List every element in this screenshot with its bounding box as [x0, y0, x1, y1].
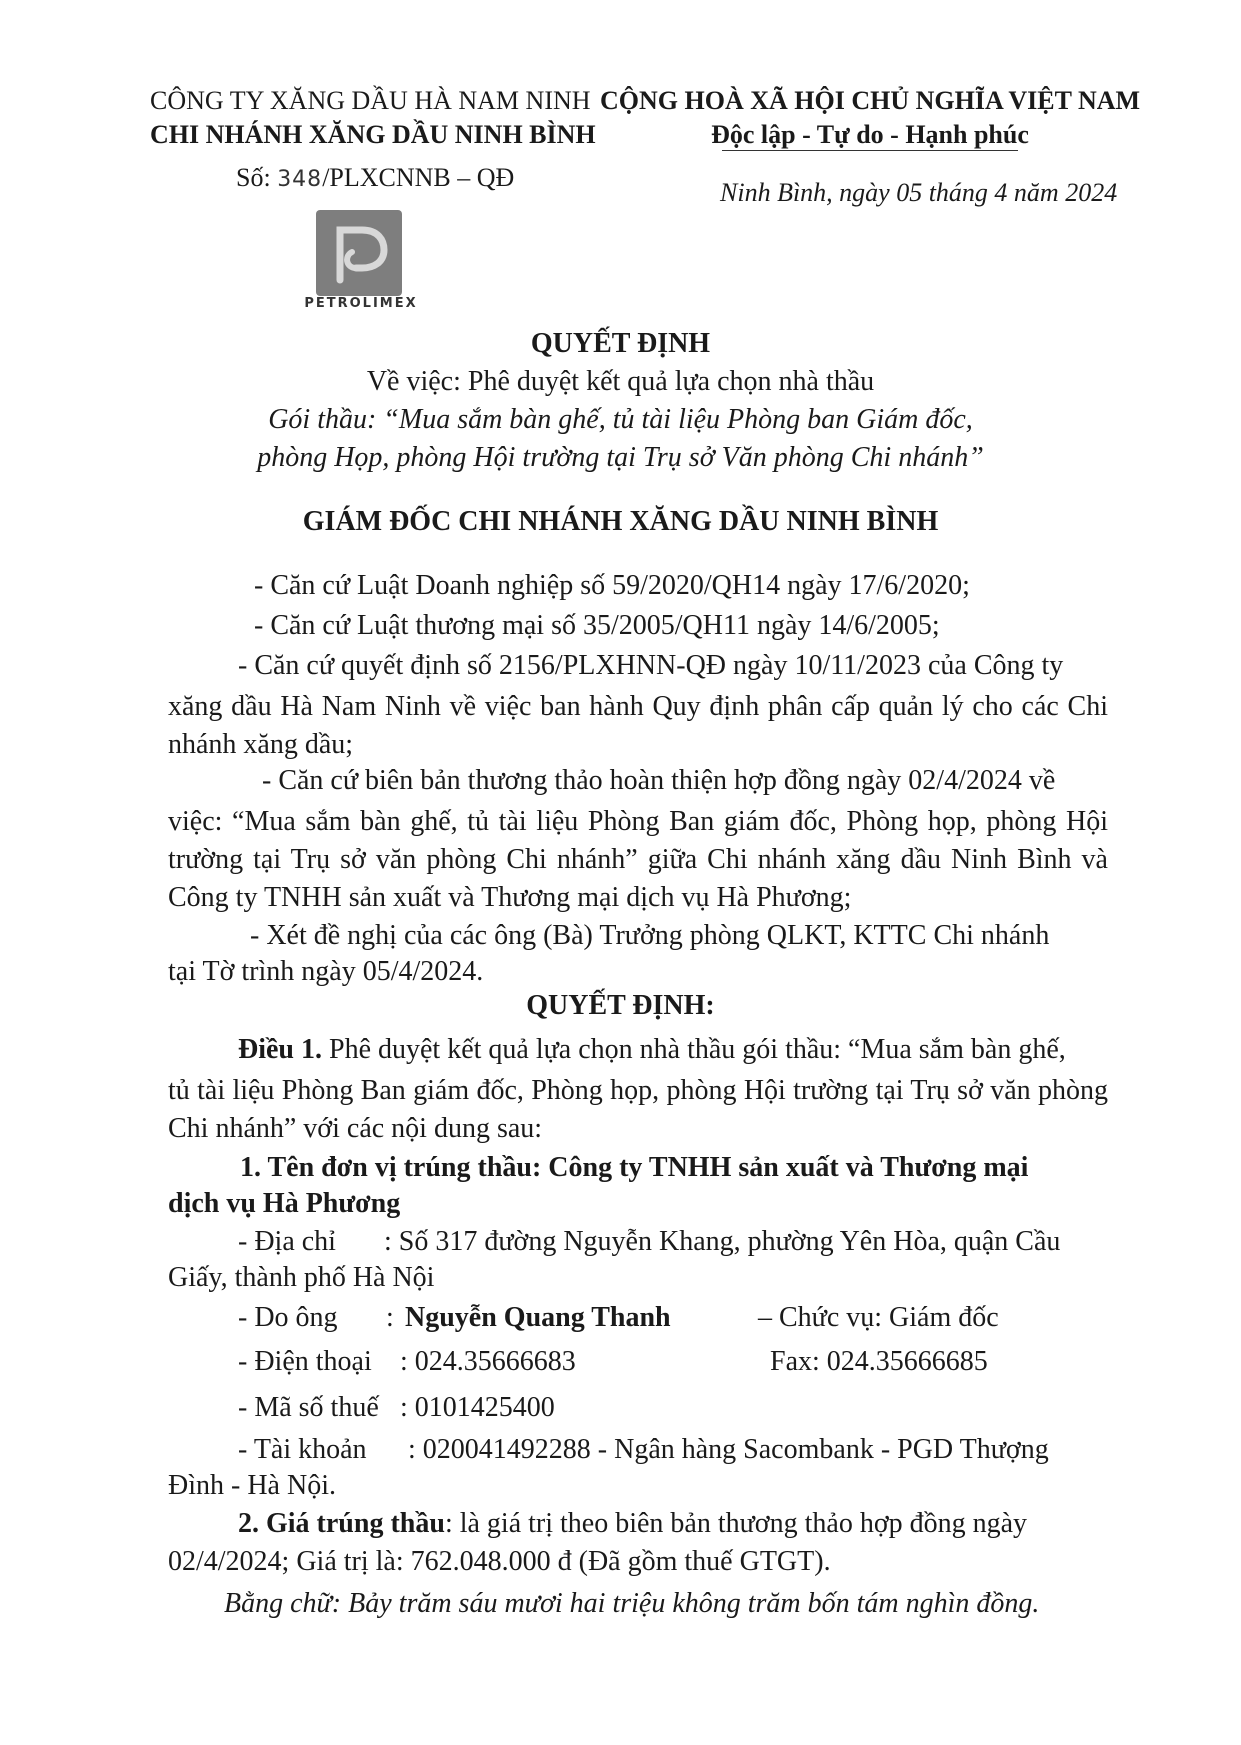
article-1-rest: tủ tài liệu Phòng Ban giám đốc, Phòng họp, phòng Hội trường tại Trụ sở văn phòng Chi nhánh” với các nội dung sau: [168, 1075, 1108, 1144]
authority-heading: GIÁM ĐỐC CHI NHÁNH XĂNG DẦU NINH BÌNH [302, 506, 939, 537]
phone-label: - Điện thoại [238, 1346, 372, 1377]
national-motto: Độc lập - Tự do - Hạnh phúc [711, 120, 1029, 149]
article-1-label: Điều 1. [238, 1034, 322, 1065]
decision-heading: QUYẾT ĐỊNH: [526, 990, 715, 1021]
article-1-line-1 [238, 1034, 1066, 1066]
document-number [236, 163, 514, 193]
tax-code-label: - Mã số thuế [238, 1392, 379, 1423]
decision-subject: Về việc: Phê duyệt kết quả lựa chọn nhà thầu [366, 366, 875, 397]
price-text: : là giá trị theo biên bản thương thảo hợp đồng ngày [444, 1508, 1028, 1539]
basis-3-line-1: - Căn cứ quyết định số 2156/PLXHNN-QĐ ngày 10/11/2023 của Công ty [238, 650, 1064, 681]
representative-label: - Do ông [238, 1302, 338, 1333]
basis-5-rest: tại Tờ trình ngày 05/4/2024. [168, 956, 484, 987]
logo-text: PETROLIMEX [304, 296, 418, 311]
account-label: - Tài khoản [238, 1434, 367, 1465]
representative-name: Nguyễn Quang Thanh [405, 1302, 671, 1333]
address-line-2: Giấy, thành phố Hà Nội [168, 1262, 435, 1293]
branch-name: CHI NHÁNH XĂNG DẦU NINH BÌNH [150, 120, 596, 149]
document-date: Ninh Bình, ngày 05 tháng 4 năm 2024 [720, 178, 1118, 207]
tax-code-value: : 0101425400 [400, 1392, 555, 1423]
account-line-1: : 020041492288 - Ngân hàng Sacombank - PGD Thượng [408, 1434, 1049, 1465]
basis-2: - Căn cứ Luật thương mại số 35/2005/QH11 ngày 14/6/2005; [254, 610, 940, 641]
basis-3-rest: xăng dầu Hà Nam Ninh về việc ban hành Quy định phân cấp quản lý cho các Chi nhánh xăng dầu; [168, 691, 1108, 760]
winner-heading-line-2: dịch vụ Hà Phương [168, 1188, 401, 1219]
package-line-1: Gói thầu: “Mua sắm bàn ghế, tủ tài liệu Phòng ban Giám đốc, [268, 404, 973, 435]
basis-5-line-1: - Xét đề nghị của các ông (Bà) Trưởng phòng QLKT, KTTC Chi nhánh [250, 920, 1050, 951]
decision-title: QUYẾT ĐỊNH [530, 328, 711, 359]
winner-heading-line-1: 1. Tên đơn vị trúng thầu: Công ty TNHH sản xuất và Thương mại [240, 1152, 1029, 1183]
price-in-words: Bằng chữ: Bảy trăm sáu mươi hai triệu không trăm bốn tám nghìn đồng. [224, 1588, 1040, 1619]
motto-underline [722, 150, 1018, 151]
basis-1: - Căn cứ Luật Doanh nghiệp số 59/2020/QH14 ngày 17/6/2020; [254, 570, 970, 601]
doc-no-handwritten: 348 [277, 167, 323, 192]
basis-4-line-1: - Căn cứ biên bản thương thảo hoàn thiện hợp đồng ngày 02/4/2024 về [262, 765, 1056, 796]
petrolimex-logo-mark [316, 210, 402, 296]
representative-position: – Chức vụ: Giám đốc [758, 1302, 999, 1333]
phone-value: : 024.35666683 [400, 1346, 576, 1377]
package-line-2: phòng Họp, phòng Hội trường tại Trụ sở Văn phòng Chi nhánh” [257, 442, 984, 473]
doc-no-suffix: /PLXCNNB – QĐ [322, 163, 515, 192]
address-line-1: : Số 317 đường Nguyễn Khang, phường Yên Hòa, quận Cầu [384, 1226, 1061, 1257]
petrolimex-logo [316, 210, 402, 296]
company-name: CÔNG TY XĂNG DẦU HÀ NAM NINH [150, 86, 591, 115]
fax-value: Fax: 024.35666685 [770, 1346, 988, 1377]
address-label: - Địa chỉ [238, 1226, 336, 1257]
doc-no-label: Số: [236, 163, 271, 192]
price-line-2: 02/4/2024; Giá trị là: 762.048.000 đ (Đã gồm thuế GTGT). [168, 1546, 831, 1577]
price-line-1 [238, 1508, 1027, 1540]
account-line-2: Đình - Hà Nội. [168, 1470, 336, 1501]
article-1-text: Phê duyệt kết quả lựa chọn nhà thầu gói thầu: “Mua sắm bàn ghế, [329, 1034, 1066, 1065]
price-label: 2. Giá trúng thầu [238, 1508, 445, 1539]
basis-4-rest: việc: “Mua sắm bàn ghế, tủ tài liệu Phòng Ban giám đốc, Phòng họp, phòng Hội trường tại Trụ sở văn phòng Chi nhánh” giữa Chi nhánh xăng dầu Ninh Bình và Công ty TNHH sản xuất và Thương mại dịch vụ Hà Phương; [168, 806, 1108, 913]
nation-title: CỘNG HOÀ XÃ HỘI CHỦ NGHĨA VIỆT NAM [600, 86, 1141, 115]
representative-separator: : [386, 1302, 394, 1333]
